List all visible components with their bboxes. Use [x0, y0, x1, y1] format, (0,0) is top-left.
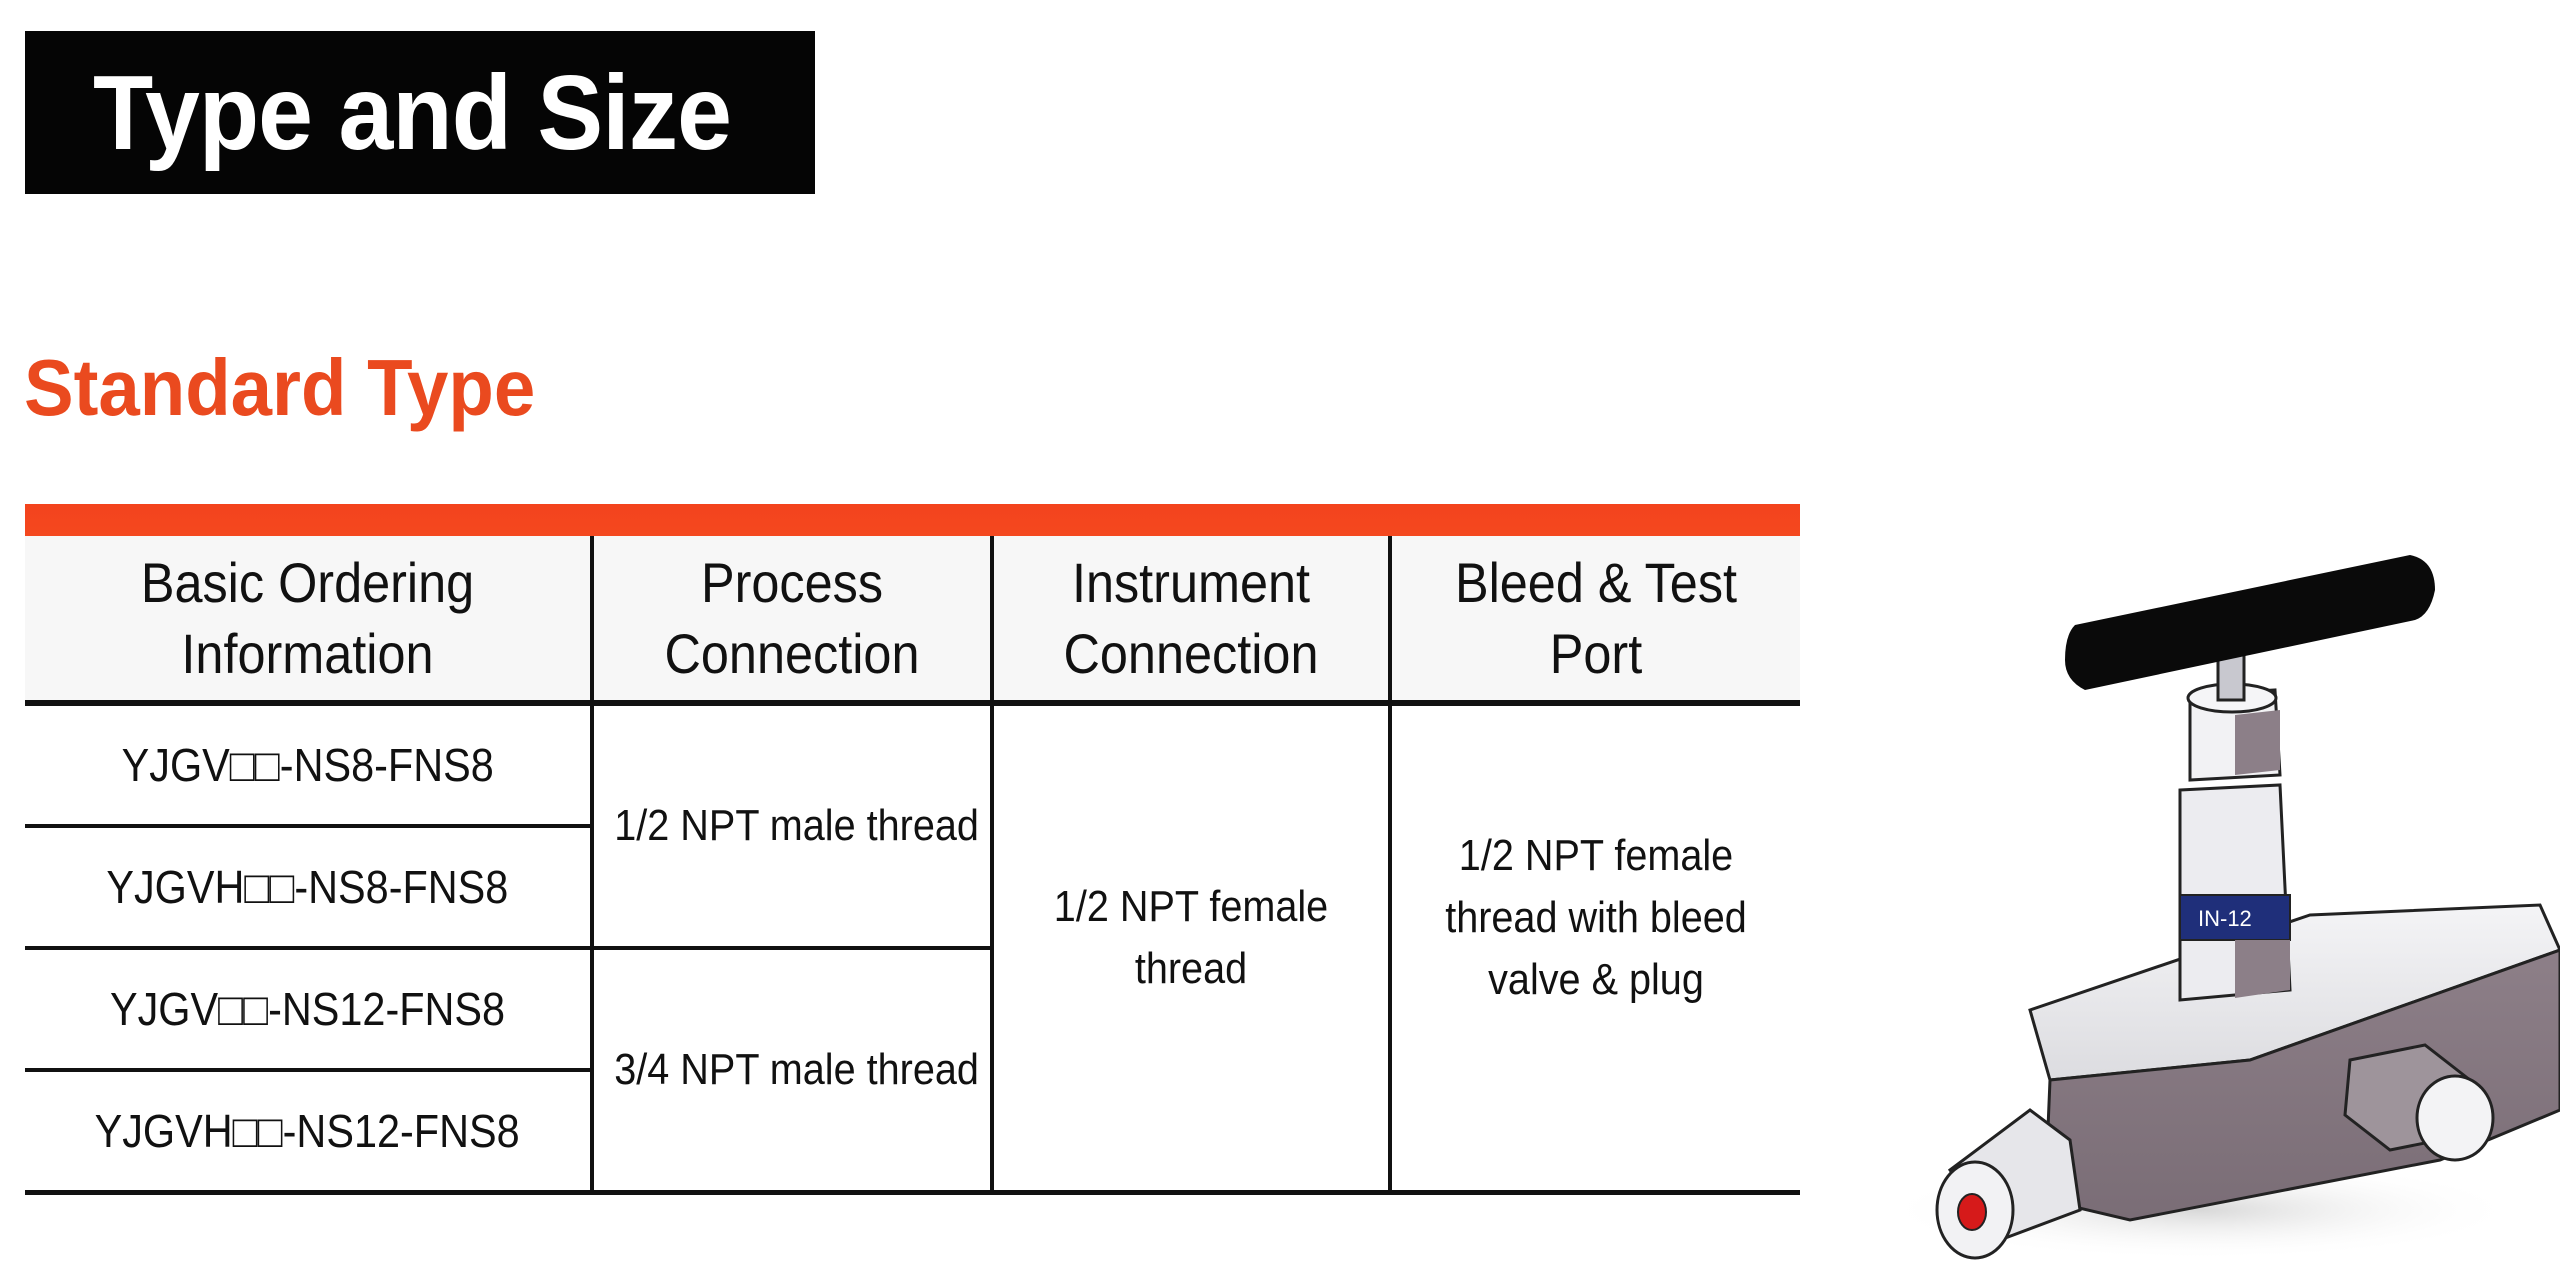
model-code: YJGV□□-NS8-FNS8 — [121, 739, 494, 791]
column-header-label: Bleed & Test Port — [1454, 551, 1738, 685]
column-header-label: Basic Ordering Information — [140, 551, 475, 685]
column-header-bleed — [1390, 536, 1800, 703]
column-header-label: Process Connection — [664, 551, 920, 685]
model-code: YJGVH□□-NS12-FNS8 — [95, 1105, 520, 1157]
instrument-connection-cell — [992, 703, 1390, 1193]
model-code: YJGVH□□-NS8-FNS8 — [106, 861, 509, 913]
bleed-test-port-cell — [1390, 703, 1800, 1193]
process-connection-cell — [592, 703, 992, 948]
column-header-ordering — [25, 536, 592, 703]
model-cell — [25, 1070, 592, 1193]
spec-table — [25, 536, 1800, 1195]
table-row — [25, 703, 1800, 826]
column-header-process — [592, 536, 992, 703]
section-title: Type and Size — [93, 53, 731, 172]
instrument-connection-value: 1/2 NPT female thread — [1053, 882, 1329, 993]
model-cell — [25, 703, 592, 826]
model-cell — [25, 948, 592, 1070]
model-cell — [25, 826, 592, 948]
model-code: YJGV□□-NS12-FNS8 — [109, 983, 506, 1035]
process-connection-value: 1/2 NPT male thread — [614, 801, 979, 850]
bleed-test-port-value: 1/2 NPT female thread with bleed valve & plug — [1445, 831, 1747, 1004]
process-connection-value: 3/4 NPT male thread — [614, 1045, 979, 1094]
column-header-label: Instrument Connection — [1063, 551, 1319, 685]
table-accent-bar — [25, 504, 1800, 536]
column-header-instrument — [992, 536, 1390, 703]
table-header-row — [25, 536, 1800, 703]
gauge-valve-illustration — [1880, 520, 2560, 1287]
svg-text:IN-12: IN-12 — [2198, 906, 2252, 931]
section-title-box — [25, 31, 815, 194]
subsection-title: Standard Type — [24, 343, 536, 432]
process-connection-cell — [592, 948, 992, 1193]
